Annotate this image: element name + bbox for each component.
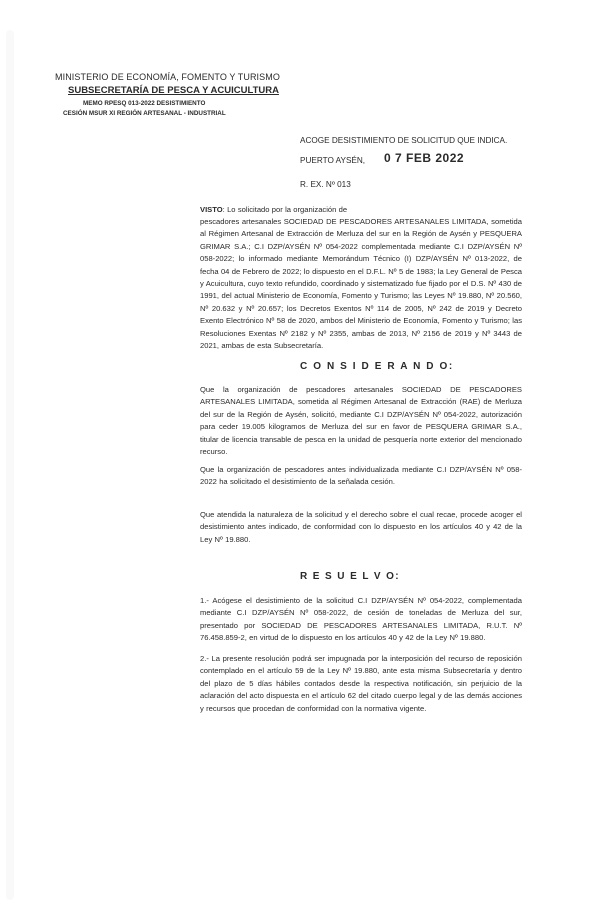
cesion-reference: CESIÓN MSUR XI REGIÓN ARTESANAL - INDUSTRIAL — [63, 110, 226, 117]
resolution-date-stamp: 0 7 FEB 2022 — [384, 151, 465, 165]
visto-body-text: pescadores artesanales SOCIEDAD DE PESCADORES ARTESANALES LIMITADA, sometida al Régimen Artesanal de Extracción de Merluza del sur en la Región de Aysén y PESQUERA GRIMAR S.A.; C.I DZP/AYSÉN Nº 054-2022 complementada mediante C.I DZP/AYSÉN Nº 058-2022; lo informado mediante Memorándum Técnico (I) DZP/AYSÉN Nº 013-2022, de fecha 04 de Febrero de 2022; lo dispuesto en el D.F.L. Nº 5 de 1983; la Ley General de Pesca y Acuicultura, cuyo texto refundido, coordinado y sistematizado fue fijado por el D.S. Nº 430 de 1991, del actual Ministerio de Economía, Fomento y Turismo; las Leyes Nº 19.880, Nº 20.560, Nº 20.632 y Nº 20.657; los Decretos Exentos Nº 114 de 2005, Nº 242 de 2019 y Decreto Exento Electrónico Nº 58 de 2020, ambos del Ministerio de Economía, Fomento y Turismo; las Resoluciones Exentas Nº 2182 y Nº 2355, ambas de 2013, Nº 2156 de 2019 y Nº 3443 de 2021, ambas de esta Subsecretaría. — [200, 217, 522, 351]
resuelvo-item-2: 2.- La presente resolución podrá ser impugnada por la interposición del recurso de reposición contemplado en el artículo 59 de la Ley Nº 19.880, ante esta misma Subsecretaría y dentro del plazo de 5 días hábiles contados desde la respectiva notificación, sin perjuicio de la aclaración del acto dispuesta en el artículo 62 del citado cuerpo legal y de las demás acciones y recursos que procedan de conformidad con la normativa vigente. — [200, 654, 522, 713]
ministry-name: MINISTERIO DE ECONOMÍA, FOMENTO Y TURISMO — [55, 72, 280, 82]
resuelvo-item-1: 1.- Acógese el desistimiento de la solicitud C.I DZP/AYSÉN Nº 054-2022, complementada mediante C.I DZP/AYSÉN Nº 058-2022, de cesión de toneladas de Merluza del sur, presentado por SOCIEDAD DE PESCADORES ARTESANALES LIMITADA, R.U.T. Nº 76.458.859-2, en virtud de lo dispuesto en los artículos 40 y 42 de la Ley Nº 19.880. — [200, 596, 522, 643]
considerando-item-3: Que atendida la naturaleza de la solicitud y el derecho sobre el cual recae, procede acoger el desistimiento antes indicado, de conformidad con lo dispuesto en los artículos 40 y 42 de la Ley Nº 19.880. — [200, 510, 522, 544]
considerando-item-1: Que la organización de pescadores artesanales SOCIEDAD DE PESCADORES ARTESANALES LIMITADA, sometida al Régimen Artesanal de Extracción (RAE) de Merluza del sur de la Región de Aysén, solicitó, mediante C.I DZP/AYSÉN Nº 054-2022, autorización para ceder 19.005 kilogramos de Merluza del sur en favor de PESQUERA GRIMAR S.A., titular de licencia transable de pesca en la unidad de pesquería norte exterior del mencionado recurso. — [200, 385, 522, 457]
resolution-subject: ACOGE DESISTIMIENTO DE SOLICITUD QUE INDICA. — [300, 136, 508, 145]
resuelvo-heading: R E S U E L V O: — [300, 571, 401, 582]
visto-first-line — [200, 204, 522, 216]
visto-label: VISTO — [200, 205, 223, 214]
visto-body — [200, 216, 522, 352]
resolution-place: PUERTO AYSÉN, — [300, 156, 366, 165]
scan-edge-shadow — [6, 30, 14, 900]
considerando-heading: C O N S I D E R A N D O: — [300, 361, 454, 372]
subsecretaria-name: SUBSECRETARÍA DE PESCA Y ACUICULTURA — [68, 85, 279, 96]
visto-first-text: : Lo solicitado por la organización de — [222, 205, 348, 214]
resolution-number: R. EX. Nº 013 — [300, 180, 351, 189]
considerando-item-2: Que la organización de pescadores antes individualizada mediante C.I DZP/AYSÉN Nº 058-2022 ha solicitado el desistimiento de la señalada cesión. — [200, 465, 522, 487]
memo-reference: MEMO RPESQ 013-2022 DESISTIMIENTO — [83, 100, 206, 107]
